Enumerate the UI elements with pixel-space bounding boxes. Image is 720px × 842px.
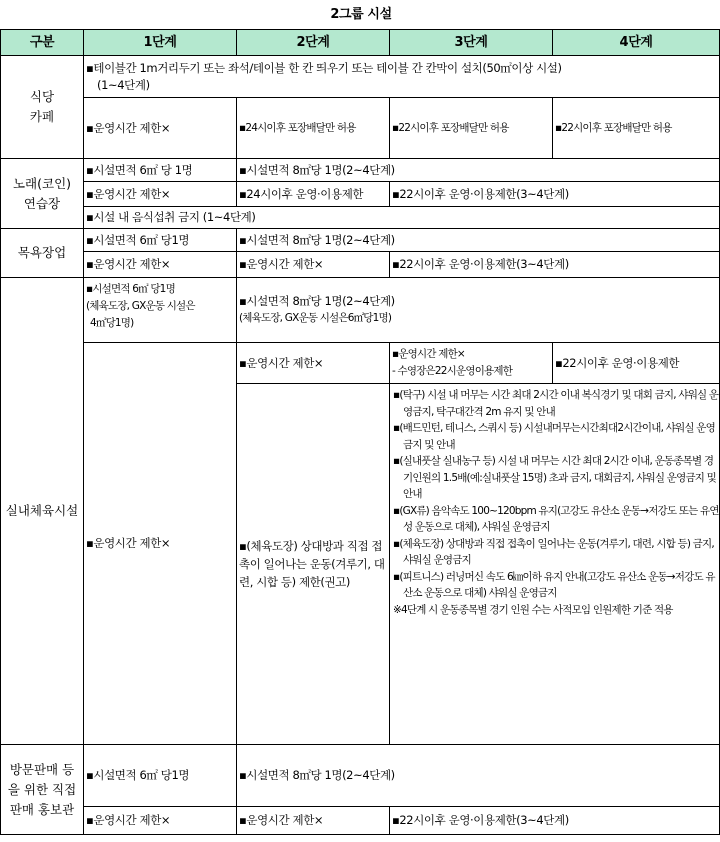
karaoke-s2-hours: ▪24시이후 운영·이용제한	[237, 182, 390, 207]
sports-s2-hours: ▪운영시간 제한×	[237, 343, 390, 384]
rule-note: ※4단계 시 운동종목별 경기 인원 수는 사적모임 인원제한 기준 적용	[393, 603, 673, 616]
bath-s2-hours: ▪운영시간 제한×	[237, 252, 390, 278]
sports-s2-contact: ▪(체육도장) 상대방과 직접 접촉이 일어나는 운동(겨루기, 대련, 시합 등) 제한(권고)	[237, 384, 390, 745]
sales-s2-area: ▪시설면적 8㎡당 1명(2~4단계)	[237, 745, 720, 807]
category-sports: 실내체육시설	[1, 278, 84, 745]
header-row	[1, 30, 720, 56]
rule-table-tennis: ▪(탁구) 시설 내 머무는 시간 최대 2시간 이내 복식경기 및 대회 금지, 샤워실 운영금지, 탁구대간격 2m 유지 및 안내	[393, 389, 719, 418]
header-category: 구분	[1, 30, 84, 56]
bath-s1-hours: ▪운영시간 제한×	[84, 252, 237, 278]
header-stage4: 4단계	[553, 30, 720, 56]
sales-s1-area: ▪시설면적 6㎡ 당1명	[84, 745, 237, 807]
sales-s3-hours: ▪22시이후 운영·이용제한(3~4단계)	[390, 807, 720, 835]
header-stage2: 2단계	[237, 30, 390, 56]
bath-s3-hours: ▪22시이후 운영·이용제한(3~4단계)	[390, 252, 720, 278]
sports-s2-area: ▪시설면적 8㎡당 1명(2~4단계) (체육도장, GX운동 시설은6㎡당1명)	[237, 278, 720, 343]
sports-s3-rules	[390, 384, 720, 745]
cafe-s4-hours: ▪22시이후 포장배달만 허용	[553, 98, 720, 159]
category-sales: 방문판매 등 을 위한 직접 판매 홍보관	[1, 745, 84, 835]
sports-s1-hours: ▪운영시간 제한×	[84, 343, 237, 745]
karaoke-s1-area: ▪시설면적 6㎡ 당 1명	[84, 159, 237, 182]
header-stage3: 3단계	[390, 30, 553, 56]
page-title: 2그룹 시설	[1, 0, 720, 30]
sports-s4-hours: ▪22시이후 운영·이용제한	[553, 343, 720, 384]
cafe-distancing: ▪테이블간 1m거리두기 또는 좌석/테이블 한 칸 띄우기 또는 테이블 간 칸막이 설치(50㎡이상 시설) (1~4단계)	[84, 56, 720, 98]
sports-s3-hours: ▪운영시간 제한× - 수영장은22시운영이용제한	[390, 343, 553, 384]
bath-s1-area: ▪시설면적 6㎡ 당1명	[84, 229, 237, 252]
sports-s1-area: ▪시설면적 6㎡ 당1명 (체육도장, GX운동 시설은 4㎡당1명)	[84, 278, 237, 343]
category-cafe: 식당 카페	[1, 56, 84, 159]
karaoke-s2-area: ▪시설면적 8㎡당 1명(2~4단계)	[237, 159, 720, 182]
sales-s1-hours: ▪운영시간 제한×	[84, 807, 237, 835]
cafe-s3-hours: ▪22시이후 포장배달만 허용	[390, 98, 553, 159]
rule-futsal: ▪(실내풋살 실내농구 등) 시설 내 머무는 시간 최대 2시간 이내, 운동종목별 경기인원의 1.5배(예:실내풋살 15명) 초과 금지, 대회금지, 샤워실 운영금지 및 안내	[393, 455, 717, 500]
sales-s2-hours: ▪운영시간 제한×	[237, 807, 390, 835]
rule-dojo: ▪(체육도장) 상대방과 직접 접촉이 일어나는 운동(겨루기, 대련, 시합 등) 금지, 샤워실 운영금지	[393, 537, 714, 566]
cafe-s2-hours: ▪24시이후 포장배달만 허용	[237, 98, 390, 159]
rule-gx: ▪(GX류) 음악속도 100~120bpm 유지(고강도 유산소 운동→저강도 또는 유연성 운동으로 대체), 샤워실 운영금지	[393, 504, 719, 533]
rule-fitness: ▪(피트니스) 러닝머신 속도 6㎞이하 유지 안내(고강도 유산소 운동→저강도 유산소 운동으로 대체) 샤워실 운영금지	[393, 570, 715, 599]
bath-s2-area: ▪시설면적 8㎡당 1명(2~4단계)	[237, 229, 720, 252]
header-stage1: 1단계	[84, 30, 237, 56]
rule-badminton: ▪(배드민턴, 테니스, 스쿼시 등) 시설내머무는시간최대2시간이내, 샤워실 운영금지 및 안내	[393, 422, 715, 451]
karaoke-s3-hours: ▪22시이후 운영·이용제한(3~4단계)	[390, 182, 720, 207]
category-karaoke: 노래(코인) 연습장	[1, 159, 84, 229]
cafe-s1-hours: ▪운영시간 제한×	[84, 98, 237, 159]
karaoke-food-ban: ▪시설 내 음식섭취 금지 (1~4단계)	[84, 207, 720, 229]
karaoke-s1-hours: ▪운영시간 제한×	[84, 182, 237, 207]
category-bath: 목욕장업	[1, 229, 84, 278]
